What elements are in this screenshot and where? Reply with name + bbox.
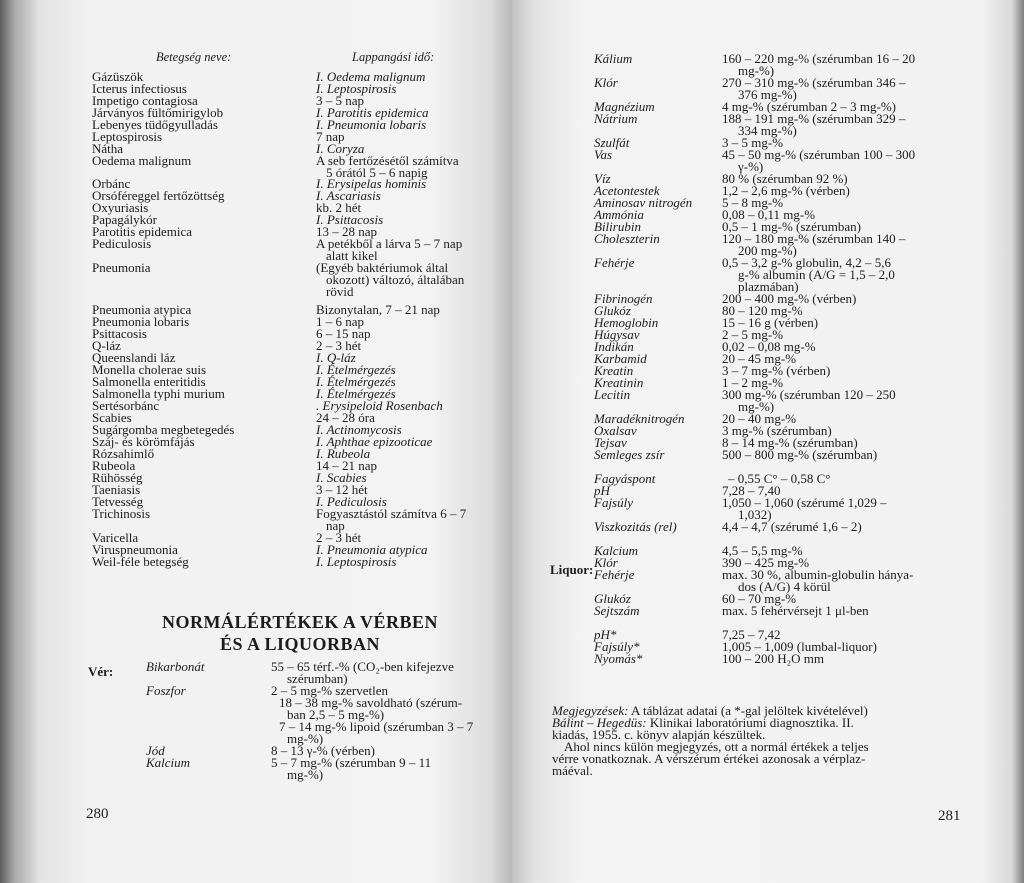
blood-parameter: Foszfor <box>146 683 186 698</box>
parameter-name: Fajsúly* <box>594 639 640 654</box>
incubation-value: I. Erysipelas hominis <box>316 176 427 191</box>
incubation-value: I. Pneumonia atypica <box>316 542 428 557</box>
parameter-value: 60 – 70 mg-% <box>722 591 797 606</box>
parameter-value: 1,2 – 2,6 mg-% (vérben) <box>722 183 850 198</box>
disease-name: Viruspneumonia <box>92 542 178 557</box>
parameter-name: Vas <box>594 147 613 162</box>
parameter-value: 500 – 800 mg-% (szérumban) <box>722 447 878 462</box>
blood-value: 55 – 65 térf.-% (CO₂-ben kifejezve <box>271 659 454 674</box>
incubation-value: 14 – 21 nap <box>316 458 378 473</box>
note-line: Ahol nincs külön megjegyzés, ott a normál értékek a teljes <box>564 739 869 754</box>
parameter-value: 0,02 – 0,08 mg-% <box>722 339 816 354</box>
parameter-name: Aminosav nitrogén <box>594 195 693 210</box>
blood-value: 18 – 38 mg-% savoldható (szérum- <box>279 695 463 710</box>
disease-name: Varicella <box>92 530 139 545</box>
parameter-name: Maradéknitrogén <box>594 411 685 426</box>
parameter-value: 376 mg-%) <box>738 87 797 102</box>
parameter-name: Kreatinin <box>594 375 644 390</box>
disease-name: Queenslandi láz <box>92 350 176 365</box>
disease-name: Icterus infectiosus <box>92 81 187 96</box>
blood-parameter: Bikarbonát <box>146 659 205 674</box>
page-number-left: 280 <box>86 806 109 822</box>
disease-name: Sertésorbánc <box>92 398 160 413</box>
blood-parameter: Kalcium <box>146 755 191 770</box>
blood-value: mg-%) <box>287 731 324 746</box>
parameter-value: 3 – 7 mg-% (vérben) <box>722 363 831 378</box>
parameter-name: Húgysav <box>594 327 640 342</box>
parameter-value: 1 – 2 mg-% <box>722 375 784 390</box>
incubation-value: A petékből a lárva 5 – 7 nap <box>316 236 463 251</box>
parameter-name: Semleges zsír <box>594 447 665 462</box>
parameter-value: 1,050 – 1,060 (szérumé 1,029 – <box>722 495 887 510</box>
incubation-value: I. Ételmérgezés <box>316 386 396 401</box>
incubation-value: I. Coryza <box>316 141 365 156</box>
incubation-value: I. Parotitis epidemica <box>316 105 429 120</box>
parameter-value: 300 mg-% (szérumban 120 – 250 <box>722 387 896 402</box>
parameter-name: Indikán <box>594 339 634 354</box>
disease-name: Járványos fültőmirigylob <box>92 105 224 120</box>
parameter-name: pH <box>594 483 610 498</box>
incubation-value: okozott) változó, általában <box>326 272 465 287</box>
parameter-value: 3 mg-% (szérumban) <box>722 423 832 438</box>
note-line: vérre vonatkoznak. A vérszérum értékei azonosak a vérplaz- <box>552 751 866 766</box>
incubation-value: Fogyasztástól számítva 6 – 7 <box>316 506 467 521</box>
parameter-name: Klór <box>594 555 618 570</box>
page-number-right: 281 <box>938 808 961 824</box>
parameter-name: Fibrinogén <box>594 291 653 306</box>
parameter-name: Magnézium <box>594 99 655 114</box>
incubation-column-header: Lappangási idő: <box>352 50 435 64</box>
blood-value: 2 – 5 mg-% szervetlen <box>271 683 388 698</box>
parameter-name: Nátrium <box>594 111 638 126</box>
parameter-value: 4 mg-% (szérumban 2 – 3 mg-%) <box>722 99 897 114</box>
disease-column-header: Betegség neve: <box>156 50 232 64</box>
disease-name: Orsóféreggel fertőzöttség <box>92 188 225 203</box>
disease-name: Salmonella typhi murium <box>92 386 225 401</box>
incubation-value: 5 órától 5 – 6 napig <box>326 165 428 180</box>
disease-name: Sugárgomba megbetegedés <box>92 422 235 437</box>
disease-name: Tetvesség <box>92 494 144 509</box>
parameter-value: dos (A/G) 4 körül <box>738 579 831 594</box>
parameter-name: Glukóz <box>594 591 631 606</box>
incubation-value: I. Pediculosis <box>316 494 387 509</box>
parameter-name: Nyomás* <box>594 651 643 666</box>
incubation-value: alatt kikel <box>326 248 378 263</box>
parameter-name: Szulfát <box>594 135 630 150</box>
disease-name: Trichinosis <box>92 506 151 521</box>
disease-name: Scabies <box>92 410 132 425</box>
disease-name: Pneumonia <box>92 260 151 275</box>
parameter-name: Klór <box>594 75 618 90</box>
parameter-value: 120 – 180 mg-% (szérumban 140 – <box>722 231 906 246</box>
parameter-name: Bilirubin <box>594 219 641 234</box>
parameter-name: Sejtszám <box>594 603 640 618</box>
blood-value: 5 – 7 mg-% (szérumban 9 – 11 <box>271 755 432 770</box>
incubation-value: 6 – 15 nap <box>316 326 371 341</box>
parameter-value: 20 – 40 mg-% <box>722 411 797 426</box>
disease-name: Rubeola <box>92 458 136 473</box>
parameter-name: Fehérje <box>594 567 635 582</box>
parameter-name: Lecitin <box>594 387 631 402</box>
incubation-value: 2 – 3 hét <box>316 338 362 353</box>
incubation-value: rövid <box>326 284 354 299</box>
parameter-value: – 0,55 C° – 0,58 C° <box>728 471 831 486</box>
blood-value: 8 – 13 γ-% (vérben) <box>271 743 375 758</box>
parameter-value: 4,5 – 5,5 mg-% <box>722 543 803 558</box>
incubation-value: 13 – 28 nap <box>316 224 378 239</box>
incubation-value: I. Scabies <box>316 470 367 485</box>
parameter-name: Choleszterin <box>594 231 660 246</box>
disease-name: Salmonella enteritidis <box>92 374 206 389</box>
incubation-value: I. Ételmérgezés <box>316 374 396 389</box>
disease-name: Oedema malignum <box>92 153 192 168</box>
parameter-value: 2 – 5 mg-% <box>722 327 784 342</box>
disease-name: Pneumonia lobaris <box>92 314 190 329</box>
incubation-value: I. Oedema malignum <box>316 69 426 84</box>
parameter-value: 1,032) <box>738 507 772 522</box>
parameter-value: 200 – 400 mg-% (vérben) <box>722 291 857 306</box>
parameter-name: Kalcium <box>594 543 639 558</box>
blood-label: Vér: <box>88 664 114 679</box>
parameter-value: 4,4 – 4,7 (szérumé 1,6 – 2) <box>722 519 862 534</box>
incubation-value: I. Aphthae epizooticae <box>316 434 433 449</box>
disease-name: Száj- és körömfájás <box>92 434 195 449</box>
incubation-value: . Erysipeloid Rosenbach <box>316 398 443 413</box>
parameter-name: Glukóz <box>594 303 631 318</box>
parameter-name: Fajsúly <box>594 495 633 510</box>
parameter-value: 7,25 – 7,42 <box>722 627 781 642</box>
parameter-value: 0,08 – 0,11 mg-% <box>722 207 816 222</box>
disease-name: Pediculosis <box>92 236 152 251</box>
note-line: Bálint – Hegedüs: Klinikai laboratóriumi diagnosztika. II. <box>552 715 854 730</box>
blood-value: szérumban) <box>287 671 348 686</box>
disease-name: Oxyuriasis <box>92 200 149 215</box>
disease-name: Papagálykór <box>92 212 157 227</box>
blood-value: 7 – 14 mg-% lipoid (szérumban 3 – 7 <box>279 719 474 734</box>
parameter-value: 0,5 – 3,2 g-% globulin, 4,2 – 5,6 <box>722 255 891 270</box>
parameter-value: 390 – 425 mg-% <box>722 555 810 570</box>
parameter-value: mg-%) <box>738 63 775 78</box>
incubation-value: kb. 2 hét <box>316 200 362 215</box>
parameter-value: 270 – 310 mg-% (szérumban 346 – <box>722 75 906 90</box>
parameter-value: 100 – 200 H₂O mm <box>722 651 825 666</box>
parameter-value: 3 – 5 mg-% <box>722 135 784 150</box>
incubation-value: nap <box>326 518 345 533</box>
incubation-value: I. Q-láz <box>316 350 356 365</box>
disease-name: Rózsahimlő <box>92 446 155 461</box>
disease-name: Lebenyes tüdőgyulladás <box>92 117 218 132</box>
parameter-value: 1,005 – 1,009 (lumbal-liquor) <box>722 639 877 654</box>
incubation-value: 3 – 5 nap <box>316 93 365 108</box>
incubation-value: I. Ételmérgezés <box>316 362 396 377</box>
parameter-name: Viszkozitás (rel) <box>594 519 677 534</box>
incubation-value: 24 – 28 óra <box>316 410 375 425</box>
parameter-value: 200 mg-%) <box>738 243 797 258</box>
note-line: máéval. <box>552 763 593 778</box>
parameter-name: Acetontestek <box>594 183 660 198</box>
parameter-value: 188 – 191 mg-% (szérumban 329 – <box>722 111 906 126</box>
parameter-value: 0,5 – 1 mg-% (szérumban) <box>722 219 861 234</box>
incubation-value: Bizonytalan, 7 – 21 nap <box>316 302 440 317</box>
right-page <box>512 0 1024 883</box>
incubation-value: I. Rubeola <box>316 446 371 461</box>
parameter-value: g-% albumin (A/G = 1,5 – 2,0 <box>738 267 895 282</box>
parameter-name: Tejsav <box>594 435 627 450</box>
disease-name: Q-láz <box>92 338 121 353</box>
disease-name: Psittacosis <box>92 326 147 341</box>
parameter-name: Víz <box>594 171 611 186</box>
section-title-line-2: ÉS A LIQUORBAN <box>219 634 381 654</box>
parameter-value: 5 – 8 mg-% <box>722 195 784 210</box>
parameter-name: Hemoglobin <box>594 315 659 330</box>
incubation-value: I. Actinomycosis <box>316 422 402 437</box>
parameter-value: 20 – 45 mg-% <box>722 351 797 366</box>
note-line: kiadás, 1955. c. könyv alapján készültek. <box>552 727 766 742</box>
parameter-name: Ammónia <box>594 207 644 222</box>
blood-value: mg-%) <box>287 767 324 782</box>
parameter-value: 15 – 16 g (vérben) <box>722 315 819 330</box>
parameter-value: max. 5 fehérvérsejt 1 μl-ben <box>722 603 869 618</box>
incubation-value: I. Leptospirosis <box>316 81 397 96</box>
incubation-value: 7 nap <box>316 129 345 144</box>
incubation-value: I. Psittacosis <box>316 212 384 227</box>
disease-name: Parotitis epidemica <box>92 224 193 239</box>
incubation-value: I. Pneumonia lobaris <box>316 117 427 132</box>
disease-name: Pneumonia atypica <box>92 302 192 317</box>
incubation-value: 3 – 12 hét <box>316 482 368 497</box>
parameter-value: mg-%) <box>738 399 775 414</box>
disease-name: Leptospirosis <box>92 129 163 144</box>
section-title-line-1: NORMÁLÉRTÉKEK A VÉRBEN <box>161 612 439 632</box>
parameter-value: 160 – 220 mg-% (szérumban 16 – 20 <box>722 51 916 66</box>
incubation-value: 2 – 3 hét <box>316 530 362 545</box>
parameter-value: 45 – 50 mg-% (szérumban 100 – 300 <box>722 147 916 162</box>
blood-parameter: Jód <box>146 743 165 758</box>
disease-name: Monella cholerae suis <box>92 362 207 377</box>
blood-value: ban 2,5 – 5 mg-%) <box>287 707 385 722</box>
parameter-value: γ-%) <box>738 159 764 174</box>
incubation-value: 1 – 6 nap <box>316 314 365 329</box>
incubation-value: I. Ascariasis <box>316 188 381 203</box>
disease-name: Weil-féle betegség <box>92 554 189 569</box>
parameter-name: Oxalsav <box>594 423 637 438</box>
parameter-value: 334 mg-%) <box>738 123 797 138</box>
parameter-value: 7,28 – 7,40 <box>722 483 781 498</box>
parameter-value: max. 30 %, albumin-globulin hánya- <box>722 567 914 582</box>
parameter-value: 8 – 14 mg-% (szérumban) <box>722 435 858 450</box>
disease-name: Impetigo contagiosa <box>92 93 198 108</box>
disease-name: Nátha <box>92 141 124 156</box>
disease-name: Rühösség <box>92 470 143 485</box>
incubation-value: (Egyéb baktériumok által <box>316 260 449 275</box>
parameter-name: Karbamid <box>594 351 647 366</box>
parameter-name: pH* <box>594 627 617 642</box>
parameter-name: Kálium <box>594 51 633 66</box>
parameter-value: 80 – 120 mg-% <box>722 303 803 318</box>
parameter-value: 80 % (szérumban 92 %) <box>722 171 848 186</box>
note-line: Megjegyzések: A táblázat adatai (a *-gal jelöltek kivételével) <box>552 703 868 718</box>
parameter-value: plazmában) <box>738 279 799 294</box>
parameter-name: Fehérje <box>594 255 635 270</box>
disease-name: Gázüszök <box>92 69 144 84</box>
disease-name: Orbánc <box>92 176 131 191</box>
liquor-label: Liquor: <box>550 562 594 577</box>
parameter-name: Fagyáspont <box>594 471 656 486</box>
disease-name: Taeniasis <box>92 482 141 497</box>
incubation-value: I. Leptospirosis <box>316 554 397 569</box>
parameter-name: Kreatin <box>594 363 634 378</box>
incubation-value: A seb fertőzésétől számítva <box>316 153 459 168</box>
